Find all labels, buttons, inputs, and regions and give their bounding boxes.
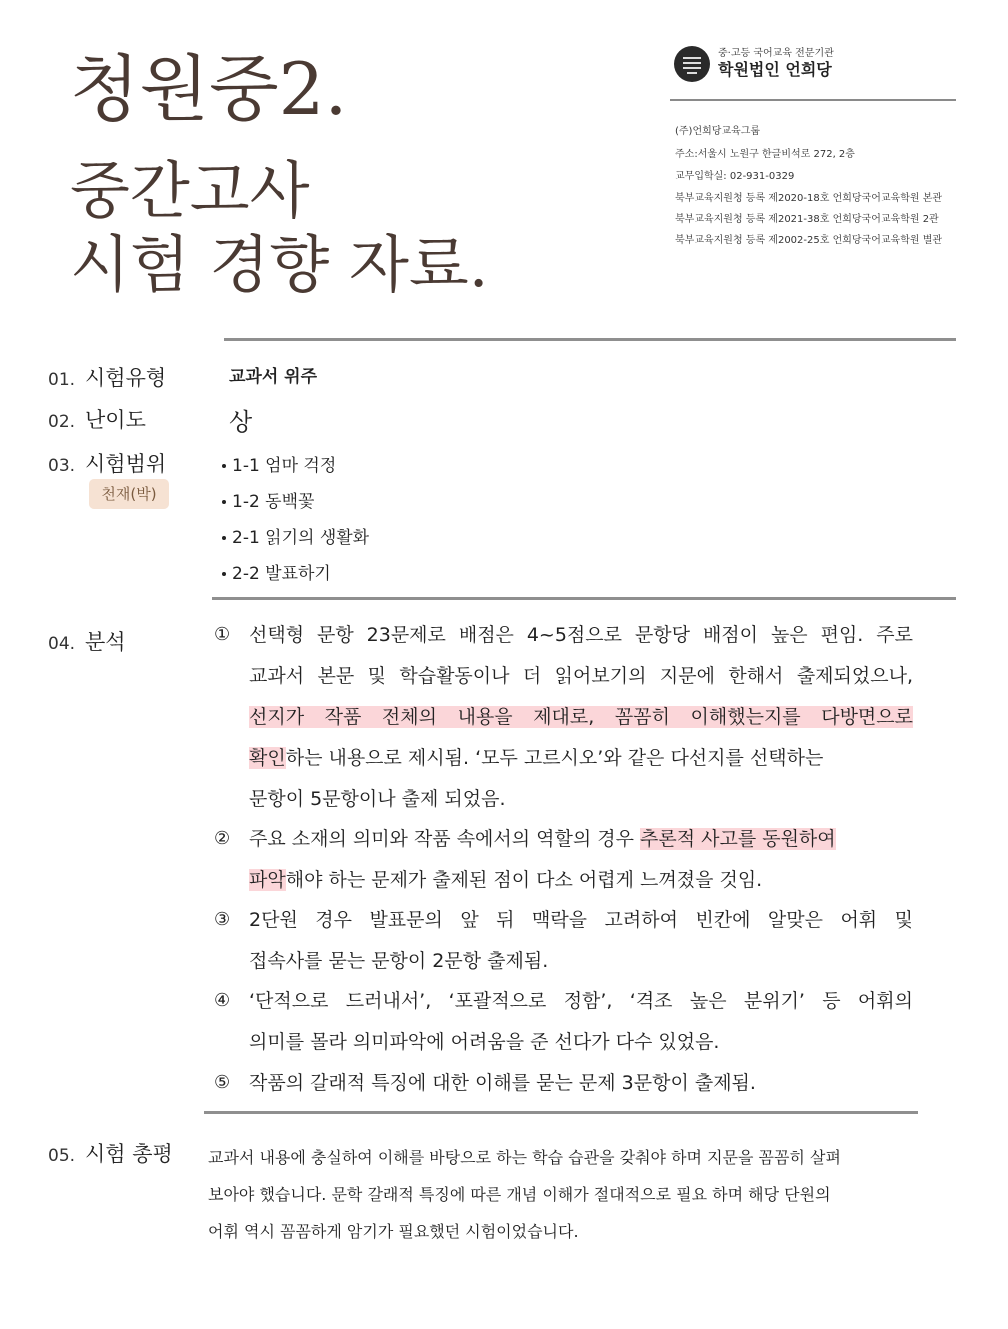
analysis-text: 접속사를 묻는 문항이 2문항 출제됨.	[249, 950, 549, 972]
section-type-heading: 01. 시험유형	[48, 366, 167, 390]
section-analysis-heading: 04. 분석	[48, 630, 126, 654]
info-registration-1: 북부교육지원청 등록 제2020-18호 언희당국어교육학원 본관	[675, 193, 943, 204]
info-registration-3: 북부교육지원청 등록 제2002-25호 언희당국어교육학원 별관	[675, 235, 943, 246]
analysis-text: 주요 소재의 의미와 작품 속에서의 역할의 경우 추론적 사고를 동원하여	[249, 828, 836, 850]
info-company: (주)언희당교육그룹	[675, 126, 761, 137]
analysis-text: ‘단적으로 드러내서’, ‘포괄적으로 정함’, ‘격조 높은 분위기’ 등 어휘의	[249, 990, 913, 1012]
header-divider	[670, 99, 956, 101]
section-divider-analysis	[204, 1111, 918, 1114]
analysis-marker-2: ②	[214, 828, 231, 849]
seal-icon	[674, 46, 710, 82]
scope-item: 2-2 발표하기	[222, 559, 331, 584]
analysis-marker-3: ③	[214, 909, 231, 930]
analysis-text: 2단원 경우 발표문의 앞 뒤 맥락을 고려하여 빈칸에 알맞은 어휘 및	[249, 909, 913, 931]
analysis-text-highlight: 선지가 작품 전체의 내용을 제대로, 꼼꼼히 이해했는지를 다방면으로	[249, 706, 913, 728]
section-divider-scope	[212, 597, 956, 600]
textbook-badge: 천재(박)	[89, 479, 169, 509]
analysis-text: 확인하는 내용으로 제시됨. ‘모두 고르시오’와 같은 다선지를 선택하는	[249, 747, 824, 769]
page-title-line3: 시험 경향 자료.	[70, 228, 489, 301]
analysis-text: 교과서 본문 및 학습활동이나 더 읽어보기의 지문에 한해서 출제되었으나,	[249, 665, 913, 687]
info-address: 주소:서울시 노원구 한글비석로 272, 2층	[675, 149, 855, 160]
page-title-line1: 청원중2.	[70, 47, 348, 131]
info-registration-2: 북부교육지원청 등록 제2021-38호 언희당국어교육학원 2관	[675, 214, 939, 225]
scope-item: 1-2 동백꽃	[222, 487, 314, 512]
analysis-marker-4: ④	[214, 990, 231, 1011]
exam-type-value: 교과서 위주	[229, 367, 318, 387]
analysis-text: 파악해야 하는 문제가 출제된 점이 다소 어렵게 느껴졌을 것임.	[249, 869, 763, 891]
section-summary-heading: 05. 시험 총평	[48, 1142, 173, 1166]
page-title-line2: 중간고사	[70, 154, 310, 227]
scope-item: 1-1 엄마 걱정	[222, 451, 336, 476]
summary-text: 어휘 역시 꼼꼼하게 암기가 필요했던 시험이었습니다.	[208, 1222, 579, 1241]
analysis-text: 작품의 갈래적 특징에 대한 이해를 묻는 문제 3문항이 출제됨.	[249, 1072, 756, 1094]
section-scope-heading: 03. 시험범위	[48, 452, 167, 476]
section-divider-top	[224, 338, 956, 341]
analysis-text: 의미를 몰라 의미파악에 어려움을 준 선다가 다수 있었음.	[249, 1031, 720, 1053]
analysis-marker-1: ①	[214, 624, 231, 645]
logo-name: 학원법인 언희당	[718, 60, 832, 79]
analysis-text: 문항이 5문항이나 출제 되었음.	[249, 788, 506, 810]
summary-text: 보아야 했습니다. 문학 갈래적 특징에 따른 개념 이해가 절대적으로 필요 하며 해당 단원의	[208, 1185, 831, 1204]
info-phone: 교무입학실: 02-931-0329	[675, 171, 795, 182]
analysis-marker-5: ⑤	[214, 1072, 231, 1093]
section-level-heading: 02. 난이도	[48, 408, 146, 432]
scope-item: 2-1 읽기의 생활화	[222, 523, 369, 548]
difficulty-value: 상	[229, 408, 253, 436]
summary-text: 교과서 내용에 충실하여 이해를 바탕으로 하는 학습 습관을 갖춰야 하며 지문을 꼼꼼히 살펴	[208, 1148, 841, 1167]
logo-subtitle: 중·고등 국어교육 전문기관	[718, 48, 834, 59]
academy-logo	[674, 46, 834, 82]
analysis-text: 선택형 문항 23문제로 배점은 4~5점으로 문항당 배점이 높은 편임. 주로	[249, 624, 913, 646]
